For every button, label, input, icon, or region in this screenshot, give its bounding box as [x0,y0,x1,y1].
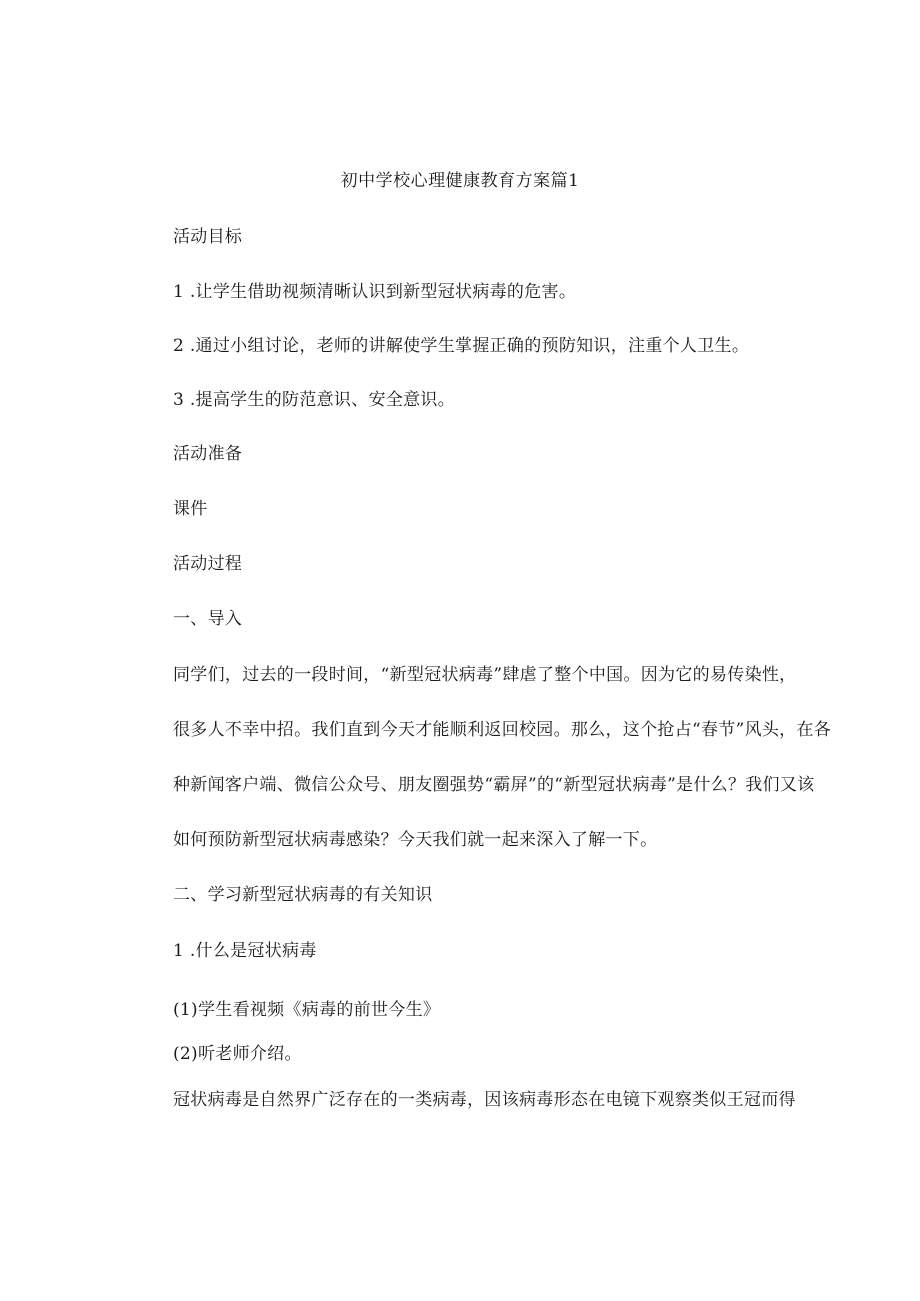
goal-item-3: 3 .提高学生的防范意识、安全意识。 [173,390,456,410]
learn-subitem-1: (1)学生看视频《病毒的前世今生》 [173,1000,441,1020]
intro-paragraph-line-3: 种新闻客户端、微信公众号、朋友圈强势“霸屏”的“新型冠状病毒”是什么？我们又该 [173,775,815,795]
goal-item-2: 2 .通过小组讨论，老师的讲解使学生掌握正确的预防知识，注重个人卫生。 [173,336,750,356]
goal-item-1: 1 .让学生借助视频清晰认识到新型冠状病毒的危害。 [173,282,577,302]
process-heading: 活动过程 [173,554,243,574]
prep-heading: 活动准备 [173,444,243,464]
intro-heading: 一、导入 [173,609,243,629]
prep-item: 课件 [173,499,208,519]
intro-paragraph-line-2: 很多人不幸中招。我们直到今天才能顺利返回校园。那么，这个抢占“春节”风头，在各 [173,720,832,740]
learn-heading: 二、学习新型冠状病毒的有关知识 [173,885,433,905]
intro-paragraph-line-4: 如何预防新型冠状病毒感染？今天我们就一起来深入了解一下。 [173,830,658,850]
document-title: 初中学校心理健康教育方案篇1 [340,171,580,191]
learn-item-1: 1 .什么是冠状病毒 [173,941,317,961]
intro-paragraph-line-1: 同学们，过去的一段时间，“新型冠状病毒”肆虐了整个中国。因为它的易传染性， [173,665,797,685]
goal-heading: 活动目标 [173,227,243,247]
learn-paragraph-line-1: 冠状病毒是自然界广泛存在的一类病毒，因该病毒形态在电镜下观察类似王冠而得 [173,1090,796,1110]
learn-subitem-2: (2)听老师介绍。 [173,1044,302,1064]
